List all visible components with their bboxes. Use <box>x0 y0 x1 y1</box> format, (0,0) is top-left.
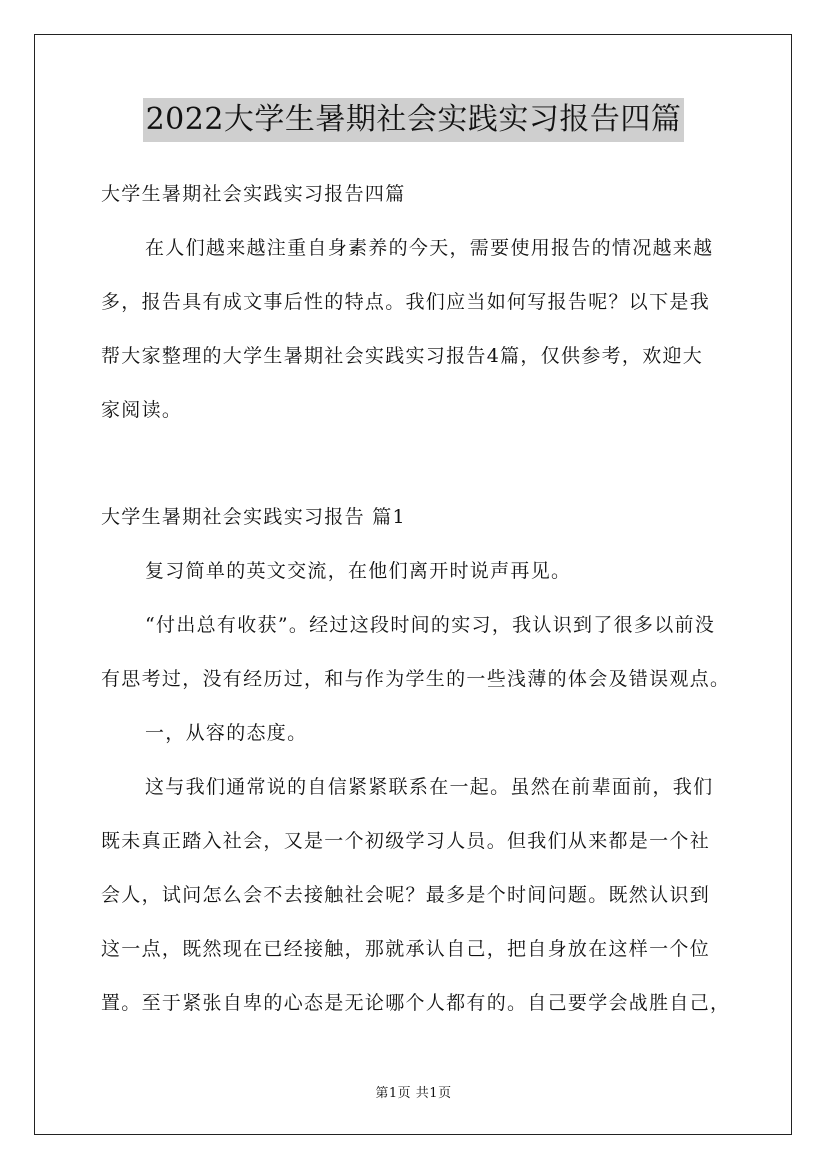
paragraph-line: 这一点，既然现在已经接触，那就承认自己，把自身放在这样一个位 <box>101 938 711 960</box>
section-heading: 大学生暑期社会实践实习报告 篇1 <box>101 506 406 528</box>
document-title-wrapper <box>0 98 827 142</box>
page-footer <box>0 1082 827 1101</box>
paragraph-line: 置。至于紧张自卑的心态是无论哪个人都有的。自己要学会战胜自己， <box>101 992 731 1014</box>
intro-line: 家阅读。 <box>101 399 183 421</box>
document-title: 2022大学生暑期社会实践实习报告四篇 <box>143 98 685 142</box>
paragraph-line: 复习简单的英文交流，在他们离开时说声再见。 <box>145 560 572 582</box>
subtitle: 大学生暑期社会实践实习报告四篇 <box>101 183 406 205</box>
intro-line: 在人们越来越注重自身素养的今天，需要使用报告的情况越来越 <box>145 237 714 259</box>
point-heading: 一，从容的态度。 <box>145 722 308 744</box>
intro-line: 多，报告具有成文事后性的特点。我们应当如何写报告呢？以下是我 <box>101 291 711 313</box>
document-body <box>101 176 729 1021</box>
paragraph-line: 既未真正踏入社会，又是一个初级学习人员。但我们从来都是一个社 <box>101 830 711 852</box>
paragraph-line: 这与我们通常说的自信紧紧联系在一起。虽然在前辈面前，我们 <box>145 776 714 798</box>
intro-line: 帮大家整理的大学生暑期社会实践实习报告4篇，仅供参考，欢迎大 <box>101 345 704 367</box>
paragraph-line: “付出总有收获”。经过这段时间的实习，我认识到了很多以前没 <box>145 614 716 636</box>
paragraph-line: 会人，试问怎么会不去接触社会呢？最多是个时间问题。既然认识到 <box>101 884 711 906</box>
page-number: 第1页 共1页 <box>375 1086 452 1101</box>
paragraph-line: 有思考过，没有经历过，和与作为学生的一些浅薄的体会及错误观点。 <box>101 668 731 690</box>
